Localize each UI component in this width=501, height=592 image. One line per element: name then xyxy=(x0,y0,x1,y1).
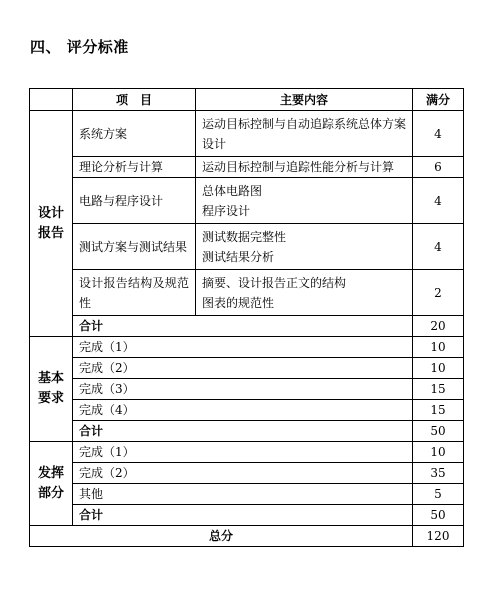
table-row xyxy=(30,224,464,270)
table-header-row xyxy=(30,89,464,111)
score-cell: 2 xyxy=(413,270,464,316)
subtotal-label: 合计 xyxy=(73,505,413,526)
content-cell: 运动目标控制与自动追踪系统总体方案设计 xyxy=(196,111,413,157)
category-design-report: 设计报告 xyxy=(30,111,73,337)
table-row xyxy=(30,484,464,505)
item-cell: 设计报告结构及规范性 xyxy=(73,270,196,316)
header-item: 项 目 xyxy=(73,89,196,111)
category-basic-requirements: 基本要求 xyxy=(30,337,73,442)
item-cell: 完成（1） xyxy=(73,442,413,463)
table-row xyxy=(30,178,464,224)
header-score: 满分 xyxy=(413,89,464,111)
item-cell: 其他 xyxy=(73,484,413,505)
score-cell: 6 xyxy=(413,157,464,178)
table-row xyxy=(30,111,464,157)
score-cell: 35 xyxy=(413,463,464,484)
score-cell: 4 xyxy=(413,111,464,157)
score-cell: 15 xyxy=(413,400,464,421)
subtotal-score: 50 xyxy=(413,505,464,526)
score-cell: 5 xyxy=(413,484,464,505)
item-cell: 完成（4） xyxy=(73,400,413,421)
item-cell: 理论分析与计算 xyxy=(73,157,196,178)
subtotal-row xyxy=(30,505,464,526)
scoring-table xyxy=(29,88,464,547)
category-extension: 发挥部分 xyxy=(30,442,73,526)
item-cell: 完成（2） xyxy=(73,358,413,379)
table-row xyxy=(30,358,464,379)
table-row xyxy=(30,400,464,421)
score-cell: 4 xyxy=(413,224,464,270)
table-row xyxy=(30,442,464,463)
item-cell: 电路与程序设计 xyxy=(73,178,196,224)
item-cell: 测试方案与测试结果 xyxy=(73,224,196,270)
item-cell: 完成（2） xyxy=(73,463,413,484)
subtotal-row xyxy=(30,316,464,337)
content-cell: 摘要、设计报告正文的结构 图表的规范性 xyxy=(196,270,413,316)
item-cell: 完成（1） xyxy=(73,337,413,358)
score-cell: 10 xyxy=(413,358,464,379)
table-row xyxy=(30,379,464,400)
table-row xyxy=(30,463,464,484)
subtotal-score: 50 xyxy=(413,421,464,442)
total-label: 总分 xyxy=(30,526,413,547)
section-heading: 四、 评分标准 xyxy=(30,38,129,56)
score-cell: 10 xyxy=(413,442,464,463)
table-row xyxy=(30,337,464,358)
total-row xyxy=(30,526,464,547)
content-cell: 总体电路图 程序设计 xyxy=(196,178,413,224)
subtotal-label: 合计 xyxy=(73,421,413,442)
item-cell: 系统方案 xyxy=(73,111,196,157)
score-cell: 10 xyxy=(413,337,464,358)
content-cell: 运动目标控制与追踪性能分析与计算 xyxy=(196,157,413,178)
table-row xyxy=(30,157,464,178)
subtotal-row xyxy=(30,421,464,442)
table-row xyxy=(30,270,464,316)
header-category xyxy=(30,89,73,111)
header-content: 主要内容 xyxy=(196,89,413,111)
item-cell: 完成（3） xyxy=(73,379,413,400)
content-cell: 测试数据完整性 测试结果分析 xyxy=(196,224,413,270)
score-cell: 15 xyxy=(413,379,464,400)
subtotal-label: 合计 xyxy=(73,316,413,337)
score-cell: 4 xyxy=(413,178,464,224)
subtotal-score: 20 xyxy=(413,316,464,337)
total-score: 120 xyxy=(413,526,464,547)
